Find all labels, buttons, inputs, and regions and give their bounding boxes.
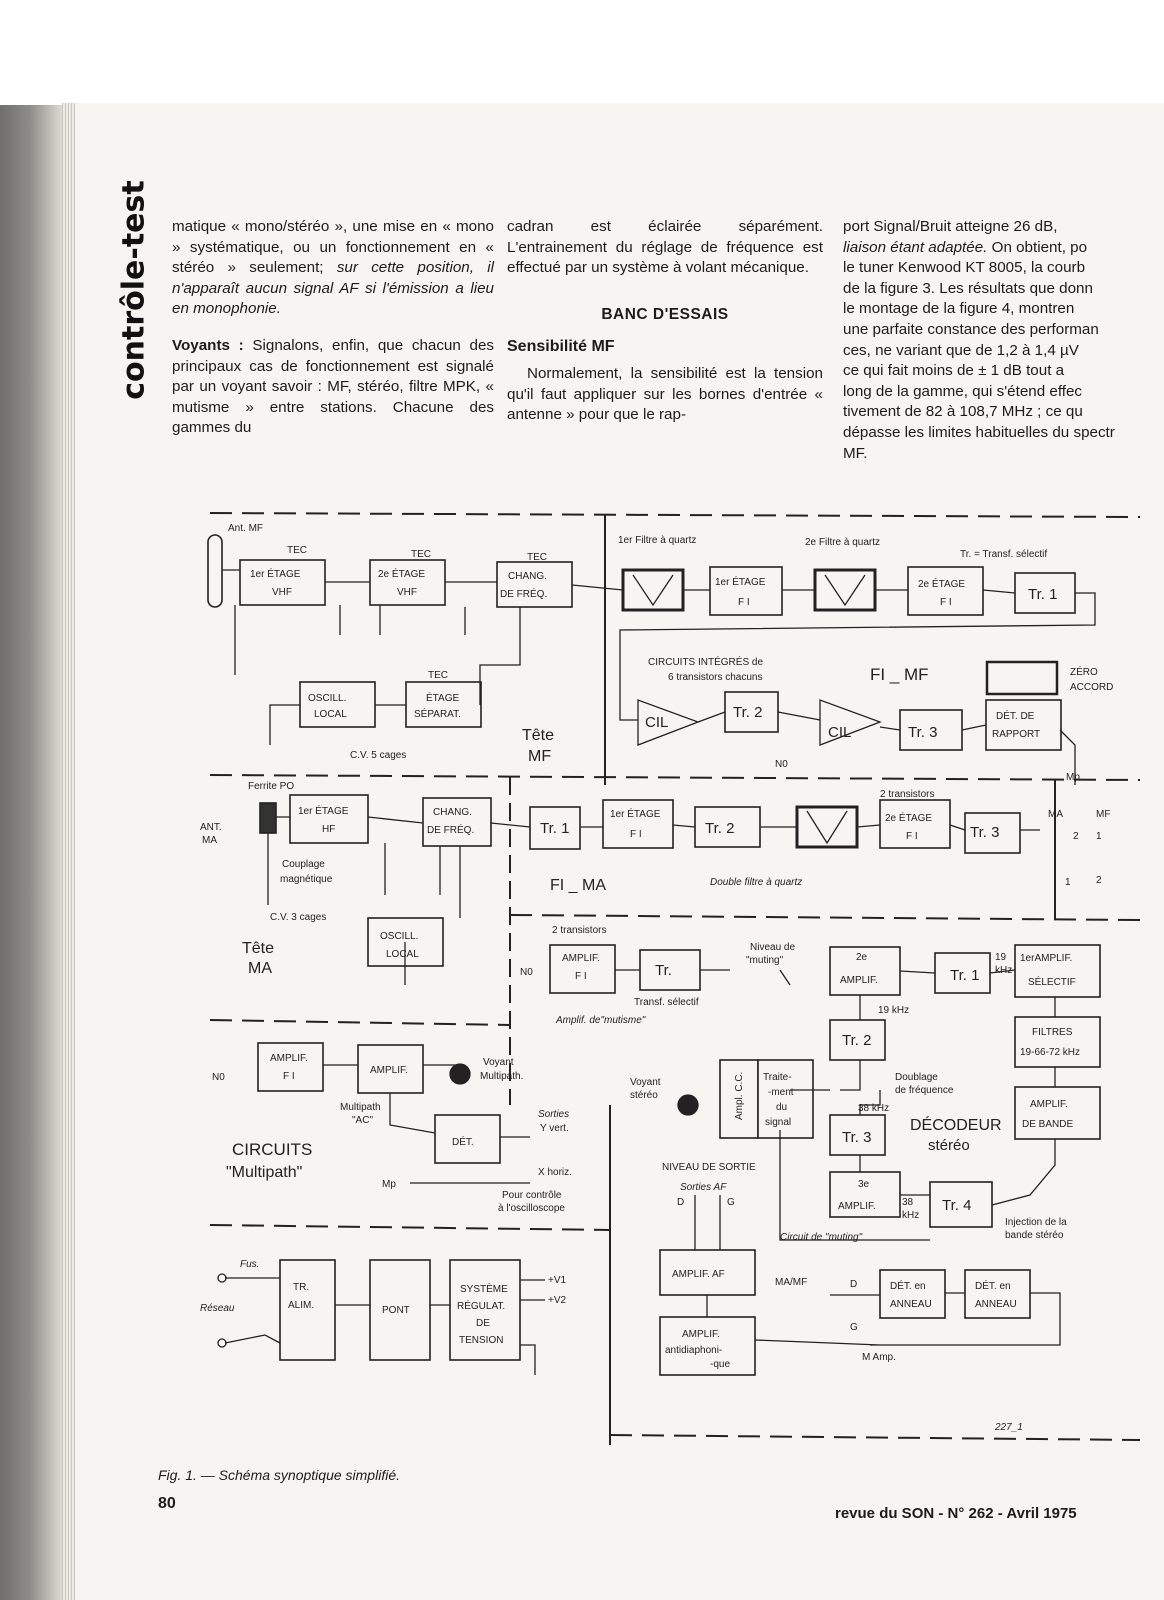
svg-text:38: 38 [902,1197,914,1208]
svg-text:AMPLIF.: AMPLIF. [562,953,600,964]
svg-text:CHANG.: CHANG. [433,807,472,818]
svg-text:+V2: +V2 [548,1295,567,1306]
svg-text:F I: F I [738,597,750,608]
svg-text:AMPLIF.: AMPLIF. [1030,1099,1068,1110]
svg-text:1er ÉTAGE: 1er ÉTAGE [298,806,349,817]
background-top [0,0,1164,105]
svg-text:CHANG.: CHANG. [508,571,547,582]
svg-text:MF: MF [528,748,552,765]
svg-text:Tr.: Tr. [655,962,672,979]
svg-text:LOCAL: LOCAL [386,949,419,960]
label: Ant. MF [228,523,264,534]
svg-text:Traite-: Traite- [763,1072,792,1083]
svg-text:D: D [677,1197,685,1208]
svg-text:Tr. 3: Tr. 3 [970,824,1000,841]
svg-text:Voyant: Voyant [483,1057,514,1068]
svg-text:ANNEAU: ANNEAU [890,1299,932,1310]
svg-text:Mp: Mp [1066,772,1080,783]
svg-text:Amplif. de"mutisme": Amplif. de"mutisme" [556,1015,646,1026]
svg-text:stéréo: stéréo [928,1137,970,1154]
svg-text:CIL: CIL [828,724,852,741]
svg-text:F I: F I [940,597,952,608]
svg-text:227_1: 227_1 [995,1422,1023,1433]
page-number: 80 [158,1495,176,1512]
svg-text:Doublage: Doublage [895,1072,938,1083]
svg-text:OSCILL.: OSCILL. [308,693,347,704]
svg-text:du: du [776,1102,788,1113]
svg-text:à l'oscilloscope: à l'oscilloscope [498,1203,565,1214]
svg-text:Ferrite PO: Ferrite PO [248,781,295,792]
svg-text:ALIM.: ALIM. [288,1300,315,1311]
svg-text:2e: 2e [856,952,868,963]
svg-text:2e ÉTAGE: 2e ÉTAGE [378,569,426,580]
svg-text:N0: N0 [212,1072,225,1083]
text-column-1 [172,217,494,439]
svg-text:1er ÉTAGE: 1er ÉTAGE [715,577,766,588]
svg-text:19 kHz: 19 kHz [878,1005,910,1016]
paragraph: cadran est éclairée séparément. L'entrainement du réglage de fréquence est effectué par un système à volant mécanique. [507,218,823,277]
svg-text:DE BANDE: DE BANDE [1022,1119,1074,1130]
svg-text:1er ÉTAGE: 1er ÉTAGE [610,809,661,820]
svg-text:D: D [850,1279,858,1290]
svg-text:1erAMPLIF.: 1erAMPLIF. [1020,953,1073,964]
svg-text:SÉLECTIF: SÉLECTIF [1028,977,1076,988]
svg-text:RÉGULAT.: RÉGULAT. [457,1301,506,1312]
svg-text:ANNEAU: ANNEAU [975,1299,1017,1310]
svg-text:DÉT. en: DÉT. en [890,1281,926,1292]
svg-text:Réseau: Réseau [200,1303,235,1314]
svg-text:Circuit de "muting": Circuit de "muting" [780,1232,863,1243]
svg-text:AMPLIF.: AMPLIF. [370,1065,408,1076]
svg-text:+V1: +V1 [548,1275,567,1286]
svg-text:2e ÉTAGE: 2e ÉTAGE [918,579,966,590]
svg-text:Double filtre à quartz: Double filtre à quartz [710,877,803,888]
svg-text:TENSION: TENSION [459,1335,504,1346]
svg-text:Tête: Tête [522,727,555,744]
svg-text:-ment: -ment [768,1087,794,1098]
svg-text:1er Filtre à quartz: 1er Filtre à quartz [618,535,697,546]
svg-text:1: 1 [1096,831,1102,842]
svg-text:M Amp.: M Amp. [862,1352,896,1363]
svg-text:Sorties: Sorties [538,1109,570,1120]
svg-text:-que: -que [710,1359,731,1370]
svg-text:"AC": "AC" [352,1115,373,1126]
svg-text:Niveau de: Niveau de [750,942,796,953]
svg-text:Ampl. C.C.: Ampl. C.C. [734,1071,745,1120]
section-label: contrôle-test [116,180,152,400]
svg-text:Tr. 4: Tr. 4 [942,1197,972,1214]
svg-text:F I: F I [906,831,918,842]
svg-text:2e ÉTAGE: 2e ÉTAGE [885,813,933,824]
svg-text:2 transistors: 2 transistors [552,925,607,936]
svg-text:MA: MA [202,835,217,846]
svg-text:DÉT.: DÉT. [452,1137,474,1148]
svg-text:Tr. 3: Tr. 3 [908,724,938,741]
svg-text:Tr. 2: Tr. 2 [842,1032,872,1049]
svg-text:TEC: TEC [527,552,547,563]
svg-text:Transf. sélectif: Transf. sélectif [634,997,699,1008]
svg-text:AMPLIF.: AMPLIF. [840,975,878,986]
running-footer: revue du SON - N° 262 - Avril 1975 [835,1505,1077,1522]
svg-text:MA: MA [1048,809,1063,820]
svg-text:ÉTAGE: ÉTAGE [426,693,460,704]
svg-text:Sorties AF: Sorties AF [680,1182,727,1193]
svg-text:TEC: TEC [411,549,431,560]
svg-text:N0: N0 [520,967,533,978]
svg-text:SYSTÈME: SYSTÈME [460,1284,508,1295]
svg-text:OSCILL.: OSCILL. [380,931,419,942]
svg-text:PONT: PONT [382,1305,410,1316]
svg-text:AMPLIF. AF: AMPLIF. AF [672,1269,725,1280]
svg-text:VHF: VHF [397,587,417,598]
svg-text:SÉPARAT.: SÉPARAT. [414,709,461,720]
svg-text:LOCAL: LOCAL [314,709,347,720]
svg-text:F I: F I [283,1071,295,1082]
svg-text:kHz: kHz [902,1210,920,1221]
paragraph: Normalement, la sensibilité est la tension qu'il faut appliquer sur les bornes d'entrée « antenne » pour que le rap- [507,364,823,424]
svg-text:38 kHz: 38 kHz [858,1103,890,1114]
svg-text:MF: MF [1096,809,1111,820]
section-heading: BANC D'ESSAIS [601,305,729,323]
svg-text:bande stéréo: bande stéréo [1005,1230,1064,1241]
svg-text:magnétique: magnétique [280,874,333,885]
svg-text:Tr. 1: Tr. 1 [950,967,980,984]
svg-text:FI _ MF: FI _ MF [870,665,929,684]
svg-text:G: G [850,1322,858,1333]
svg-text:AMPLIF.: AMPLIF. [682,1329,720,1340]
svg-text:Couplage: Couplage [282,859,325,870]
svg-text:Tr. 2: Tr. 2 [705,820,735,837]
svg-text:CIL: CIL [645,714,669,731]
svg-text:Y vert.: Y vert. [540,1123,569,1134]
svg-text:Tr. 2: Tr. 2 [733,704,763,721]
svg-text:RAPPORT: RAPPORT [992,729,1041,740]
svg-text:Pour contrôle: Pour contrôle [502,1190,562,1201]
subheading: Sensibilité MF [507,338,615,356]
svg-text:F I: F I [575,971,587,982]
text-column-3: port Signal/Bruit atteigne 26 dB, liaison étant adaptée. On obtient, po le tuner Kenwood KT 8005, la courb de la figure 3. Les résultats que donn le montage de la figure 4, montren une parfaite constance des performan ces, ne variant que de 1,2 à 1,4 µV ce qui fait moins de ± 1 dB tout a long de la gamme, qui s'étend effec tivement de 82 à 108,7 MHz ; ce qu dépasse les limites habituelles du spectr MF. [843,218,1115,462]
svg-text:C.V. 3 cages: C.V. 3 cages [270,912,327,923]
svg-text:MA/MF: MA/MF [775,1277,808,1288]
svg-text:CIRCUITS: CIRCUITS [232,1140,313,1159]
svg-text:1: 1 [1065,877,1071,888]
svg-text:Voyant: Voyant [630,1077,661,1088]
svg-text:Mp: Mp [382,1179,396,1190]
svg-text:HF: HF [322,824,336,835]
svg-text:DE: DE [476,1318,490,1329]
svg-text:2: 2 [1096,875,1102,886]
svg-text:ANT.: ANT. [200,822,222,833]
svg-text:Tr. 3: Tr. 3 [842,1129,872,1146]
svg-text:DE FRÉQ.: DE FRÉQ. [500,589,548,600]
svg-text:ACCORD: ACCORD [1070,682,1114,693]
svg-text:"muting": "muting" [746,955,784,966]
svg-text:ZÉRO: ZÉRO [1070,667,1098,678]
svg-text:C.V. 5 cages: C.V. 5 cages [350,750,407,761]
svg-text:19-66-72 kHz: 19-66-72 kHz [1020,1047,1081,1058]
svg-text:2e Filtre à quartz: 2e Filtre à quartz [805,537,881,548]
figure-caption: Fig. 1. — Schéma synoptique simplifié. [158,1467,400,1483]
svg-text:antidiaphoni-: antidiaphoni- [665,1345,723,1356]
svg-text:N0: N0 [775,759,788,770]
svg-text:DÉCODEUR: DÉCODEUR [910,1117,1002,1134]
svg-text:6 transistors chacuns: 6 transistors chacuns [668,672,763,683]
svg-text:3e: 3e [858,1179,870,1190]
svg-text:signal: signal [765,1117,792,1128]
svg-text:Tête: Tête [242,940,275,957]
svg-text:"Multipath": "Multipath" [226,1164,303,1181]
svg-text:Tr. 1: Tr. 1 [540,820,570,837]
svg-text:G: G [727,1197,735,1208]
svg-text:MA: MA [248,960,272,977]
block-diagram [190,505,1140,1450]
svg-text:Tr. = Transf. sélectif: Tr. = Transf. sélectif [960,549,1048,560]
svg-text:TR.: TR. [293,1282,310,1293]
svg-text:AMPLIF.: AMPLIF. [270,1053,308,1064]
svg-text:DE FRÉQ.: DE FRÉQ. [427,825,475,836]
svg-text:X horiz.: X horiz. [538,1167,572,1178]
svg-text:FILTRES: FILTRES [1032,1027,1073,1038]
svg-text:1er ÉTAGE: 1er ÉTAGE [250,569,301,580]
svg-text:kHz: kHz [995,965,1013,976]
svg-text:Fus.: Fus. [240,1259,260,1270]
svg-text:Multipath.: Multipath. [480,1071,524,1082]
svg-text:DÉT. en: DÉT. en [975,1281,1011,1292]
svg-text:stéréo: stéréo [630,1090,658,1101]
text-column-2 [507,217,823,426]
svg-text:DÉT. DE: DÉT. DE [996,711,1035,722]
svg-text:VHF: VHF [272,587,292,598]
svg-text:2 transistors: 2 transistors [880,789,935,800]
svg-text:AMPLIF.: AMPLIF. [838,1201,876,1212]
svg-text:Multipath: Multipath [340,1102,381,1113]
svg-text:NIVEAU DE SORTIE: NIVEAU DE SORTIE [662,1162,756,1173]
svg-text:FI _ MA: FI _ MA [550,877,607,894]
svg-text:Tr. 1: Tr. 1 [1028,586,1058,603]
svg-text:19: 19 [995,952,1007,963]
svg-text:TEC: TEC [287,545,307,556]
svg-text:CIRCUITS INTÉGRÉS de: CIRCUITS INTÉGRÉS de [648,657,764,668]
svg-text:F I: F I [630,829,642,840]
svg-text:TEC: TEC [428,670,448,681]
svg-text:de fréquence: de fréquence [895,1085,954,1096]
svg-text:2: 2 [1073,831,1079,842]
svg-text:Injection de la: Injection de la [1005,1217,1067,1228]
paragraph: matique « mono/stéréo », une mise en « mono » systématique, ou un fonctionnement en « stéréo » seulement; sur cette position, il n'apparaît aucun signal AF si l'émission a lieu en monophonie. [172,218,494,318]
paragraph: Voyants : Signalons, enfin, que chacun des principaux cas de fonctionnement est signalé par un voyant savoir : MF, stéréo, filtre MPK, « mutisme » entre stations. Chacune des gammes du [172,336,494,437]
